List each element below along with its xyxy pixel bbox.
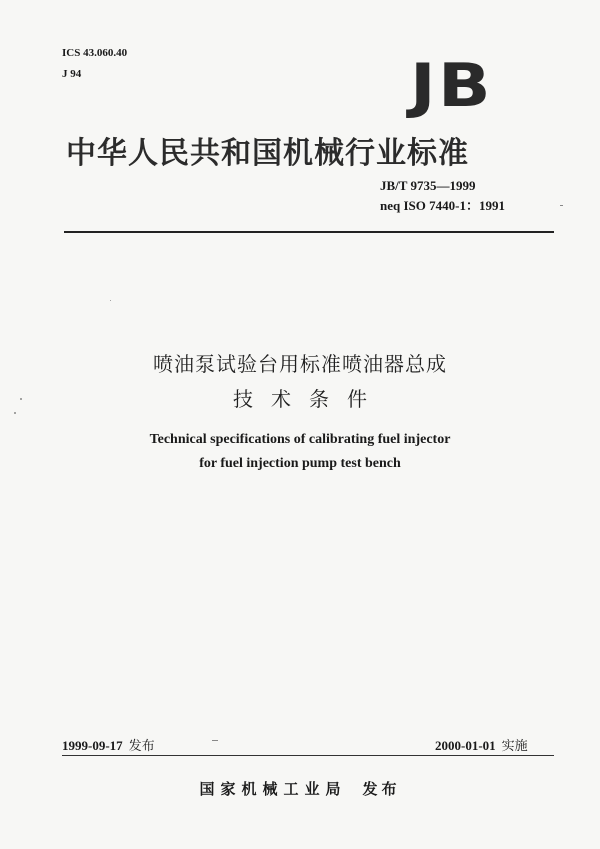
ics-code: ICS 43.060.40 xyxy=(62,47,128,59)
jb-logo: JB xyxy=(410,51,493,121)
scan-speck xyxy=(212,740,218,741)
publish-date xyxy=(62,735,155,754)
scan-speck xyxy=(110,300,111,301)
issuer-name: 国家机械工业局 xyxy=(199,780,347,798)
chinese-title-line2: 技术条件 xyxy=(233,387,385,411)
issuer xyxy=(0,778,600,799)
scan-speck xyxy=(560,205,563,206)
implement-date-value: 2000-01-01 xyxy=(435,738,496,753)
chinese-title-line1: 喷油泵试验台用标准喷油器总成 xyxy=(153,352,447,376)
org-title: 中华人民共和国机械行业标准 xyxy=(66,136,469,171)
implement-date-label: 实施 xyxy=(501,739,528,754)
english-title-line1: Technical specifications of calibrating fuel injector xyxy=(149,432,451,447)
publish-date-label: 发布 xyxy=(128,739,155,754)
scan-speck xyxy=(20,398,22,400)
footer-rule xyxy=(62,755,554,756)
scan-speck xyxy=(14,412,16,414)
header-rule xyxy=(64,231,554,233)
english-title-line2: for fuel injection pump test bench xyxy=(199,456,401,471)
issuer-label: 发布 xyxy=(362,780,401,798)
standard-equivalence: neq ISO 7440-1：1991 xyxy=(380,198,505,213)
publish-date-value: 1999-09-17 xyxy=(62,738,123,753)
standard-number: JB/T 9735—1999 xyxy=(380,178,476,193)
classification-code: J 94 xyxy=(62,68,82,80)
standard-number-block xyxy=(380,176,505,216)
implement-date xyxy=(435,735,528,754)
